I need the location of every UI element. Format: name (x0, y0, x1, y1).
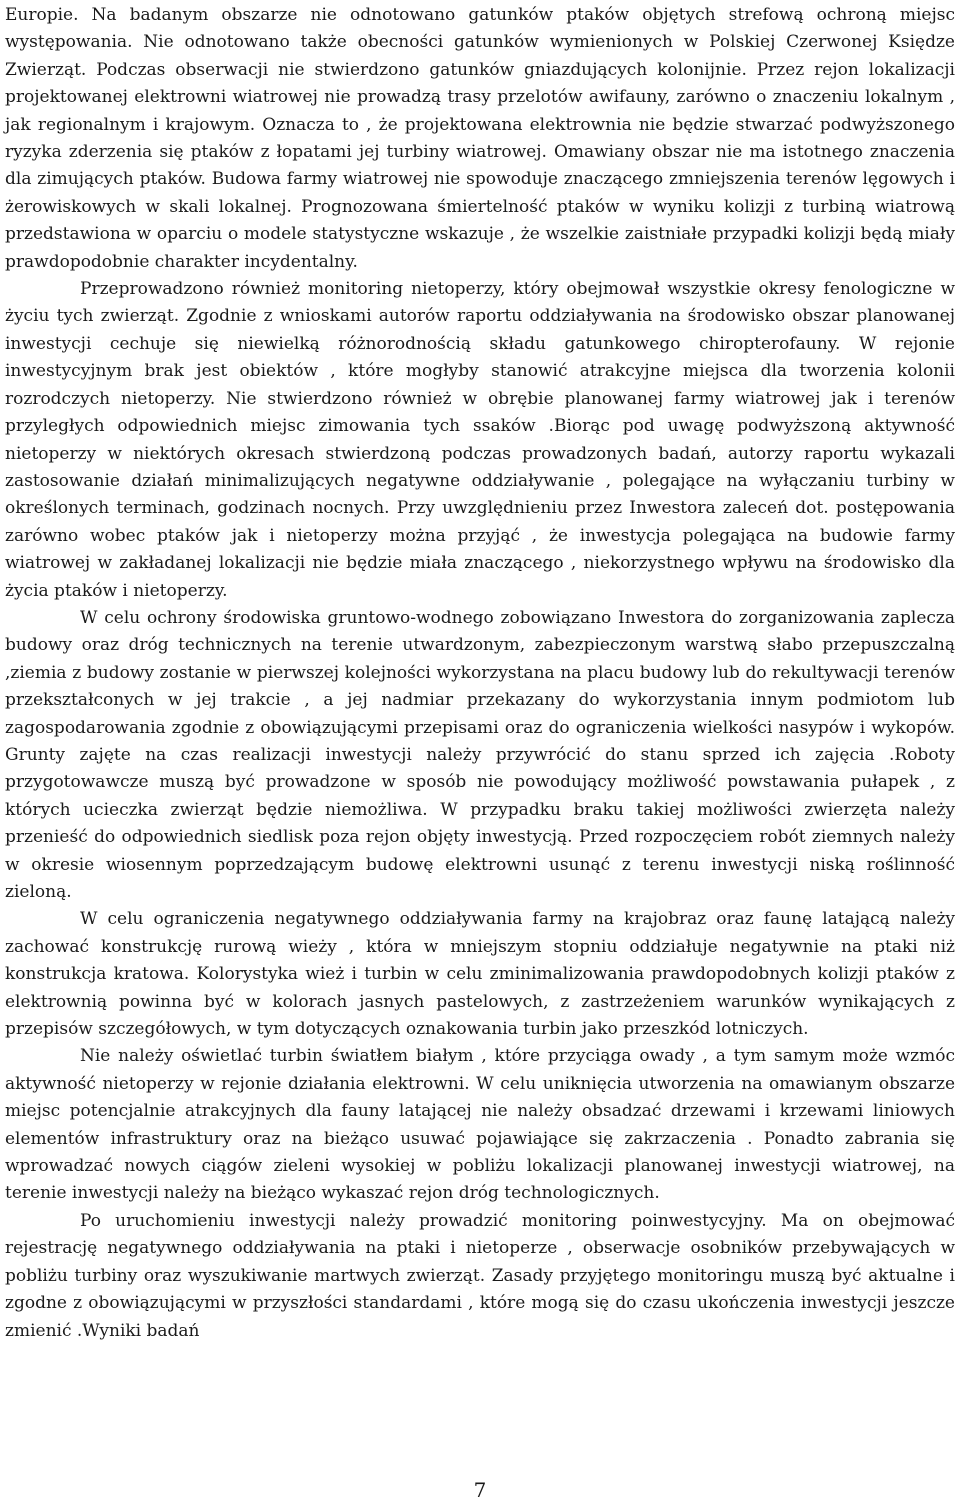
paragraph-bats: Przeprowadzono również monitoring nietoperzy, który obejmował wszystkie okresy fenologiczne w życiu tych zwierząt. Zgodnie z wnioskami autorów raportu oddziaływania na środowisko obszar planowanej inwestycji cechuje się niewielką różnorodnością składu gatunkowego chiropterofauny. W rejonie inwestycyjnym brak jest obiektów , które mogłyby stanowić atrakcyjne miejsca dla tworzenia kolonii rozrodczych nietoperzy. Nie stwierdzono również w obrębie planowanej farmy wiatrowej jak i terenów przyległych odpowiednich miejsc zimowania tych ssaków .Biorąc pod uwagę podwyższoną aktywność nietoperzy w niektórych okresach stwierdzoną podczas prowadzonych badań, autorzy raportu wykazali zastosowanie działań minimalizujących negatywne oddziaływanie , polegające na wyłączaniu turbiny w określonych terminach, godzinach nocnych. Przy uwzględnieniu przez Inwestora zaleceń dot. postępowania zarówno wobec ptaków jak i nietoperzy można przyjąć , że inwestycja polegająca na budowie farmy wiatrowej w zakładanej lokalizacji nie będzie miała znaczącego , niekorzystnego wpływu na środowisko dla życia ptaków i nietoperzy. (5, 279, 955, 601)
document-page (5, 2, 955, 1345)
paragraph-monitoring: Po uruchomieniu inwestycji należy prowadzić monitoring poinwestycyjny. Ma on obejmować rejestrację negatywnego oddziaływania na ptaki i nietoperze , obserwacje osobników przebywających w pobliżu turbiny oraz wyszukiwanie martwych zwierząt. Zasady przyjętego monitoringu muszą być aktualne i zgodne z obowiązującymi w przyszłości standardami , które mogą się do czasu ukończenia inwestycji jeszcze zmienić .Wyniki badań (5, 1210, 955, 1341)
paragraph-soil-water: W celu ochrony środowiska gruntowo-wodnego zobowiązano Inwestora do zorganizowania zaplecza budowy oraz dróg technicznych na terenie utwardzonym, zabezpieczonym warstwą słabo przepuszczalną ,ziemia z budowy zostanie w pierwszej kolejności wykorzystana na placu budowy lub do rekultywacji terenów przekształconych w jej trakcie , a jej nadmiar przekazany do wykorzystania innym podmiotom lub zagospodarowania zgodnie z obowiązującymi przepisami oraz do ograniczenia wielkości nasypów i wykopów. Grunty zajęte na czas realizacji inwestycji należy przywrócić do stanu sprzed ich zajęcia .Roboty przygotowawcze muszą być prowadzone w sposób nie powodujący możliwość powstawania pułapek , z których ucieczka zwierząt będzie niemożliwa. W przypadku braku takiej możliwości zwierzęta należy przenieść do odpowiednich siedlisk poza rejon objęty inwestycją. Przed rozpoczęciem robót ziemnych należy w okresie wiosennym poprzedzającym budowę elektrowni usunąć z terenu inwestycji niską roślinność zieloną. (5, 607, 955, 902)
paragraph-landscape: W celu ograniczenia negatywnego oddziaływania farmy na krajobraz oraz faunę latającą należy zachować konstrukcję rurową wieży , która w mniejszym stopniu oddziałuje negatywnie na ptaki niż konstrukcja kratowa. Kolorystyka wież i turbin w celu zminimalizowania prawdopodobnych kolizji ptaków z elektrownią powinna być w kolorach jasnych pastelowych, z zastrzeżeniem warunków wynikających z przepisów szczegółowych, w tym dotyczących oznakowania turbin jako przeszkód lotniczych. (5, 909, 955, 1040)
page-number: 7 (473, 1478, 487, 1502)
paragraph-lighting: Nie należy oświetlać turbin światłem białym , które przyciąga owady , a tym samym może wzmóc aktywność nietoperzy w rejonie działania elektrowni. W celu uniknięcia utworzenia na omawianym obszarze miejsc potencjalnie atrakcyjnych dla fauny latającej nie należy obsadzać drzewami i krzewami liniowych elementów infrastruktury oraz na bieżąco usuwać pojawiające się zakrzaczenia . Ponadto zabrania się wprowadzać nowych ciągów zieleni wysokiej w pobliżu lokalizacji planowanej inwestycji wiatrowej, na terenie inwestycji należy na bieżąco wykaszać rejon dróg technologicznych. (5, 1046, 955, 1204)
paragraph-birds: Europie. Na badanym obszarze nie odnotowano gatunków ptaków objętych strefową ochroną miejsc występowania. Nie odnotowano także obecności gatunków wymienionych w Polskiej Czerwonej Księdze Zwierząt. Podczas obserwacji nie stwierdzono gatunków gniazdujących kolonijnie. Przez rejon lokalizacji projektowanej elektrowni wiatrowej nie prowadzą trasy przelotów awifauny, zarówno o znaczeniu lokalnym , jak regionalnym i krajowym. Oznacza to , że projektowana elektrownia nie będzie stwarzać podwyższonego ryzyka zderzenia się ptaków z łopatami jej turbiny wiatrowej. Omawiany obszar nie ma istotnego znaczenia dla zimujących ptaków. Budowa farmy wiatrowej nie spowoduje znaczącego zmniejszenia terenów lęgowych i żerowiskowych w skali lokalnej. Prognozowana śmiertelność ptaków w wyniku kolizji z turbiną wiatrową przedstawiona w oparciu o modele statystyczne wskazuje , że wszelkie zaistniałe przypadki kolizji będą miały prawdopodobnie charakter incydentalny. (5, 5, 955, 272)
